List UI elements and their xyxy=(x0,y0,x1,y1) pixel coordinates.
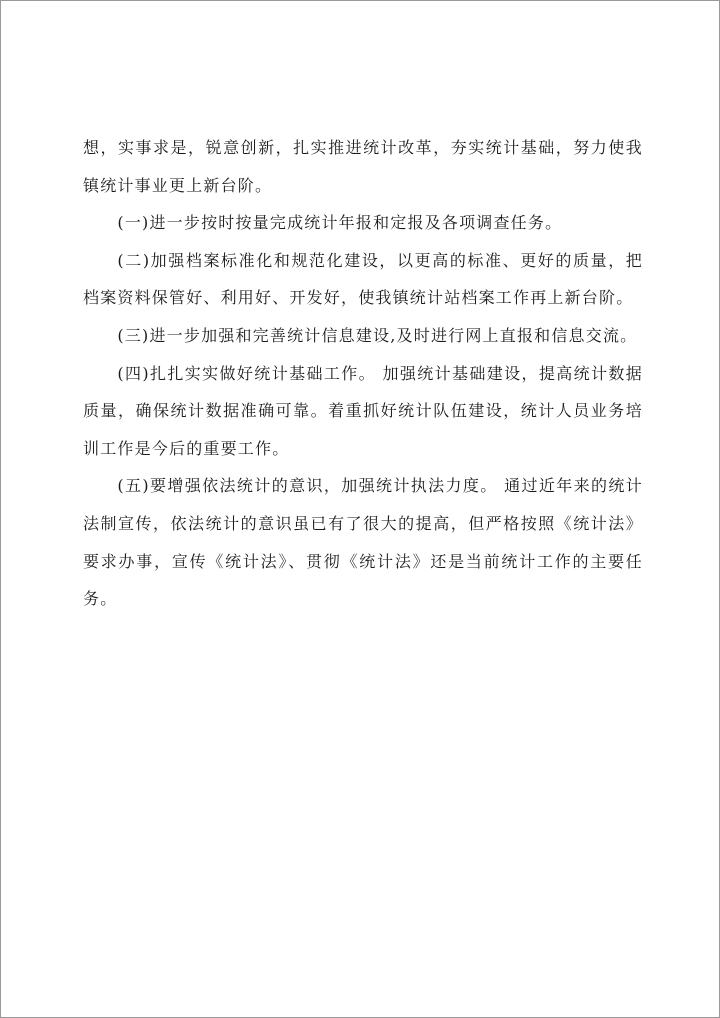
paragraph-item-3: (三)进一步加强和完善统计信息建设,及时进行网上直报和信息交流。 xyxy=(117,325,638,345)
paragraph-item-1: (一)进一步按时按量完成统计年报和定报及各项调查任务。 xyxy=(117,213,563,233)
paragraph-item-2: (二)加强档案标准化和规范化建设，以更高的标准、更好的质量，把档案资料保管好、利用好、开发好，使我镇统计站档案工作再上新台阶。 xyxy=(83,250,643,308)
paragraph-item-5: (五)要增强依法统计的意识，加强统计执法力度。 通过近年来的统计法制宣传，依法统计的意识虽已有了很大的提高，但严格按照《统计法》要求办事，宣传《统计法》、贯彻《统计法》还是当前统计工作的主要任务。 xyxy=(83,476,643,609)
paragraph-continuation: 想，实事求是，锐意创新，扎实推进统计改革，夯实统计基础，努力使我镇统计事业更上新台阶。 xyxy=(83,138,643,195)
body-text xyxy=(83,129,643,618)
paragraph-item-4: (四)扎扎实实做好统计基础工作。 加强统计基础建设，提高统计数据质量，确保统计数据准确可靠。着重抓好统计队伍建设，统计人员业务培训工作是今后的重要工作。 xyxy=(83,363,643,458)
